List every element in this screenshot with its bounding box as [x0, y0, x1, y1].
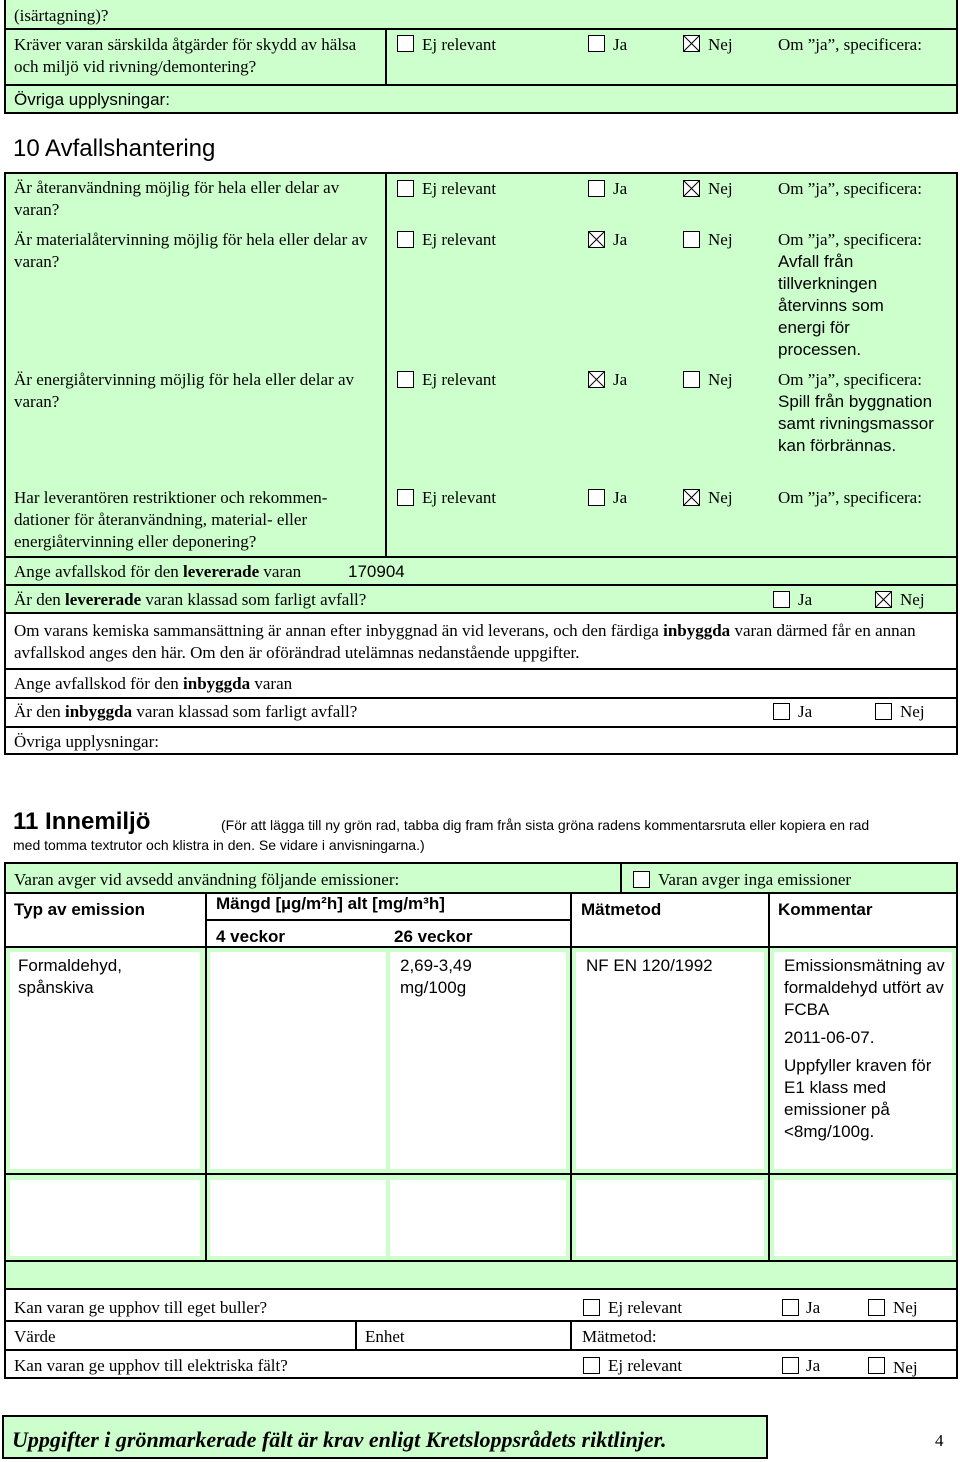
checkbox-noise-nej[interactable] — [868, 1299, 885, 1316]
label-ja: Ja — [613, 179, 628, 198]
border — [4, 0, 6, 112]
checkbox-material-ej[interactable] — [397, 231, 414, 248]
col-amount-header: Mängd [µg/m²h] alt [mg/m³h] — [216, 894, 445, 913]
empty-cell-type[interactable] — [10, 1180, 200, 1256]
border — [956, 862, 958, 1288]
border — [4, 612, 958, 614]
border — [205, 894, 207, 948]
label-ej: Ej relevant — [422, 488, 497, 507]
reuse-question: Är återanvändning möjlig för hela eller delar av varan? — [14, 178, 340, 219]
border — [570, 1320, 572, 1349]
label-ja: Ja — [613, 370, 628, 389]
border — [4, 84, 958, 86]
checkbox-field-ja[interactable] — [782, 1357, 799, 1374]
label-ej: Ej relevant — [422, 370, 497, 389]
checkbox-reuse-ej[interactable] — [397, 180, 414, 197]
checkbox-energy-ja[interactable] — [588, 371, 605, 388]
label-nej: Nej — [893, 1358, 918, 1377]
note-pre: Om varans kemiska sammansättning är annan efter inbyggnad än vid leverans, och den färdiga — [14, 621, 664, 640]
emission-type-value: Formaldehyd, spånskiva — [18, 956, 122, 997]
checkbox-hazard-delivered-nej[interactable] — [875, 591, 892, 608]
label-specify: Om ”ja”, specificera: — [778, 35, 922, 54]
col-comment-header: Kommentar — [778, 900, 873, 919]
page-number: 4 — [935, 1431, 944, 1450]
energy-recovery-question: Är energiåtervinning möjlig för hela eller delar av varan? — [14, 370, 355, 411]
checkbox-no-emissions[interactable] — [633, 871, 650, 888]
checkbox-noise-ja[interactable] — [782, 1299, 799, 1316]
label-ej: Ej relevant — [422, 179, 497, 198]
checkbox-hazard-built-nej[interactable] — [875, 703, 892, 720]
col-4w-header: 4 veckor — [216, 927, 285, 946]
border — [385, 172, 387, 556]
checkbox-reuse-nej[interactable] — [683, 180, 700, 197]
electric-field-question: Kan varan ge upphov till elektriska fält? — [14, 1356, 288, 1375]
label-nej: Nej — [893, 1298, 918, 1317]
waste-code-post: varan — [259, 562, 302, 581]
waste-code-label — [14, 561, 301, 583]
unit-label: Enhet — [365, 1327, 405, 1346]
continuation-text: (isärtagning)? — [14, 6, 109, 25]
empty-cell-method[interactable] — [576, 1180, 764, 1256]
border — [768, 1175, 770, 1260]
checkbox-protect-nej[interactable] — [683, 35, 700, 52]
empty-cell-comment[interactable] — [774, 1180, 952, 1256]
border — [4, 112, 958, 114]
built-code-bold: inbyggda — [183, 674, 251, 693]
built-code-pre: Ange avfallskod för den — [14, 674, 184, 693]
label-ej: Ej relevant — [422, 230, 497, 249]
hazard-bold: levererade — [64, 590, 142, 609]
built-hazard-pre: Är den — [14, 702, 65, 721]
label-ja: Ja — [798, 590, 813, 609]
section-11-title: 11 Innemiljö — [13, 808, 151, 835]
emissions-label: Varan avger vid avsedd användning följande emissioner: — [14, 870, 400, 889]
cell-method[interactable] — [576, 952, 764, 1169]
label-ja: Ja — [613, 230, 628, 249]
label-nej: Nej — [708, 179, 733, 198]
label-nej: Nej — [900, 702, 925, 721]
border — [768, 948, 770, 1173]
border — [4, 1173, 958, 1175]
material-recycling-question: Är materialåtervinning möjlig för hela eller delar av varan? — [14, 230, 368, 271]
label-nej: Nej — [708, 230, 733, 249]
note-bold: inbyggda — [663, 621, 731, 640]
label-nej: Nej — [708, 488, 733, 507]
col-26w-header: 26 veckor — [394, 927, 473, 946]
border — [570, 948, 572, 1173]
label-ja: Ja — [798, 702, 813, 721]
label-specify: Om ”ja”, specificera: — [778, 230, 922, 249]
emission-comment-2: 2011-06-07. — [784, 1028, 875, 1047]
border — [570, 1175, 572, 1260]
border — [570, 894, 572, 948]
border — [4, 584, 958, 586]
border — [620, 862, 622, 892]
waste-code-value[interactable]: 170904 — [348, 562, 405, 581]
border — [4, 753, 958, 755]
border — [956, 0, 958, 112]
col-type-header: Typ av emission — [14, 900, 146, 919]
emission-comment-3: Uppfyller kraven för E1 klass med emissioner på <8mg/100g. — [784, 1056, 932, 1141]
cell-4w[interactable] — [210, 952, 386, 1169]
emission-26w-value: 2,69-3,49 mg/100g — [400, 956, 472, 997]
checkbox-material-ja[interactable] — [588, 231, 605, 248]
label-specify: Om ”ja”, specificera: — [778, 488, 922, 507]
hazard-delivered-label — [14, 589, 366, 611]
col-method-header: Mätmetod — [581, 900, 662, 919]
s10-other-info-label: Övriga upplysningar: — [14, 732, 159, 751]
border — [4, 1349, 958, 1351]
checkbox-reuse-ja[interactable] — [588, 180, 605, 197]
checkbox-field-nej[interactable] — [868, 1357, 885, 1374]
empty-cell-4w[interactable] — [210, 1180, 386, 1256]
empty-cell-26w[interactable] — [390, 1180, 566, 1256]
checkbox-noise-ej[interactable] — [583, 1299, 600, 1316]
material-recycling-answer[interactable]: Avfall från tillverkningen återvinns som energi för processen. — [778, 252, 884, 359]
other-info-label: Övriga upplysningar: — [14, 90, 170, 109]
border — [4, 697, 958, 699]
border — [4, 556, 958, 558]
border — [4, 172, 958, 174]
border — [4, 1320, 958, 1322]
checkbox-restrictions-nej[interactable] — [683, 489, 700, 506]
label-specify: Om ”ja”, specificera: — [778, 370, 922, 389]
method-label: Mätmetod: — [582, 1327, 657, 1346]
protect-question: Kräver varan särskilda åtgärder för skydd av hälsa och miljö vid rivning/demontering? — [14, 35, 357, 76]
checkbox-material-nej[interactable] — [683, 231, 700, 248]
built-waste-code-label — [14, 673, 292, 695]
checkbox-energy-nej[interactable] — [683, 371, 700, 388]
label-nej: Nej — [900, 590, 925, 609]
checkbox-energy-ej[interactable] — [397, 371, 414, 388]
label-ej: Ej relevant — [608, 1298, 683, 1317]
border — [355, 1320, 357, 1349]
waste-code-pre: Ange avfallskod för den — [14, 562, 184, 581]
checkbox-hazard-built-ja[interactable] — [773, 703, 790, 720]
emission-method-value: NF EN 120/1992 — [586, 956, 713, 975]
border — [385, 28, 387, 84]
no-emissions-label: Varan avger inga emissioner — [658, 870, 852, 889]
label-ja: Ja — [613, 35, 628, 54]
border — [6, 946, 956, 948]
border — [207, 919, 570, 921]
border — [4, 726, 958, 728]
emission-comment-1: Emissionsmätning av formaldehyd utfört av FCBA — [784, 956, 945, 1019]
footer-text: Uppgifter i grönmarkerade fält är krav enligt Kretsloppsrådets riktlinjer. — [12, 1427, 667, 1452]
border — [956, 1290, 958, 1379]
waste-code-bold: levererade — [183, 562, 260, 581]
border — [4, 1288, 958, 1290]
border — [4, 1260, 958, 1262]
checkbox-hazard-delivered-ja[interactable] — [773, 591, 790, 608]
border — [4, 668, 958, 670]
built-hazard-label — [14, 701, 357, 723]
label-nej: Nej — [708, 370, 733, 389]
label-ej: Ej relevant — [422, 35, 497, 54]
hazard-post: varan klassad som farligt avfall? — [141, 590, 367, 609]
checkbox-protect-ja[interactable] — [588, 35, 605, 52]
label-ja: Ja — [613, 488, 628, 507]
checkbox-restrictions-ej[interactable] — [397, 489, 414, 506]
value-label: Värde — [14, 1327, 56, 1346]
noise-question: Kan varan ge upphov till eget buller? — [14, 1298, 268, 1317]
restrictions-question: Har leverantören restriktioner och rekommen-dationer för återanvändning, material- eller energiåtervinning eller deponering? — [14, 488, 328, 551]
section-11-note-line2: med tomma textrutor och klistra in den. Se vidare i anvisningarna.) — [13, 837, 425, 853]
border — [4, 1377, 958, 1379]
section-11-note-line1: (För att lägga till ny grön rad, tabba dig fram från sista gröna radens kommentarsruta eller kopiera en rad — [221, 817, 870, 833]
section-10-title: 10 Avfallshantering — [13, 135, 216, 162]
checkbox-protect-ej[interactable] — [397, 35, 414, 52]
hazard-pre: Är den — [14, 590, 65, 609]
label-ja: Ja — [806, 1298, 821, 1317]
note-post: varan därmed får en annan avfallskod anges den här. Om den är oförändrad utelämnas nedanstående uppgifter. — [14, 621, 916, 662]
border — [768, 894, 770, 948]
built-hazard-bold: inbyggda — [64, 702, 133, 721]
energy-recovery-answer[interactable]: Spill från byggnation samt rivningsmassor kan förbrännas. — [778, 392, 934, 455]
border — [205, 948, 207, 1173]
label-specify: Om ”ja”, specificera: — [778, 179, 922, 198]
composition-note — [14, 620, 949, 664]
label-ej: Ej relevant — [608, 1356, 683, 1375]
border — [205, 1175, 207, 1260]
label-nej: Nej — [708, 35, 733, 54]
built-code-post: varan — [250, 674, 293, 693]
label-ja: Ja — [806, 1356, 821, 1375]
checkbox-restrictions-ja[interactable] — [588, 489, 605, 506]
border — [4, 1290, 6, 1379]
border — [4, 862, 958, 864]
checkbox-field-ej[interactable] — [583, 1357, 600, 1374]
border — [4, 28, 958, 30]
built-hazard-post: varan klassad som farligt avfall? — [132, 702, 358, 721]
